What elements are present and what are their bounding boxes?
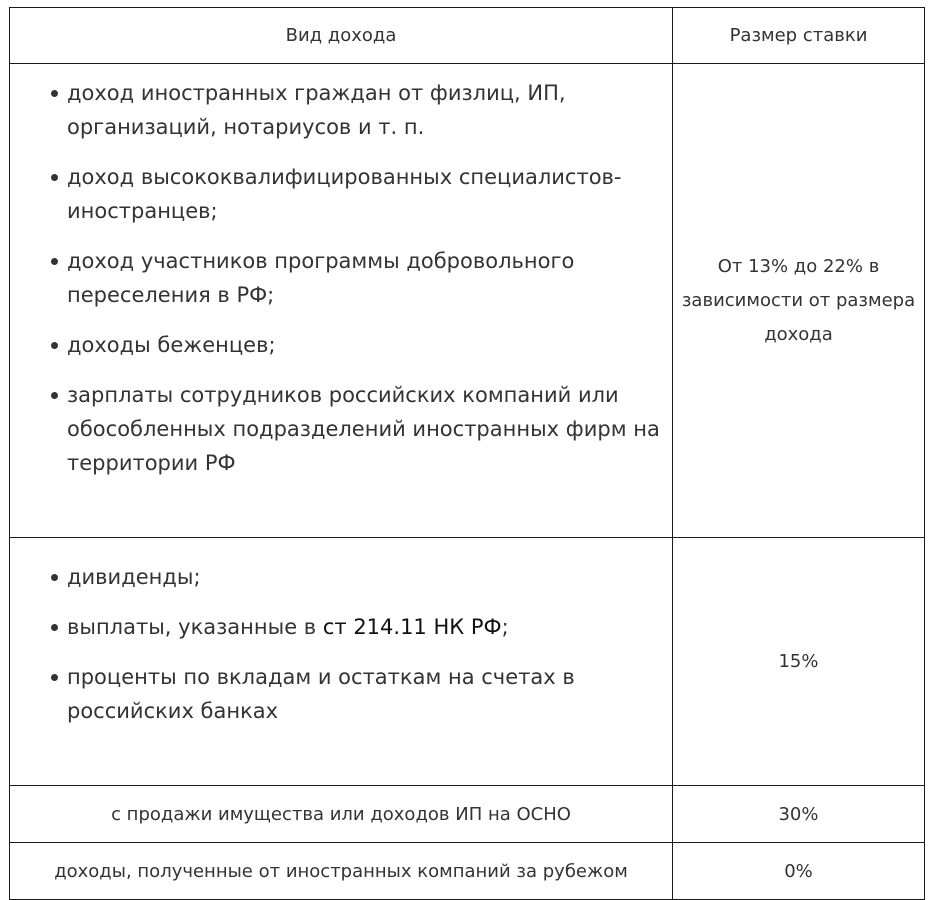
list-item <box>10 610 662 644</box>
list-item: проценты по вкладам и остаткам на счетах в российских банках <box>10 660 662 728</box>
rate-cell: От 13% до 22% в зависимости от размера дохода <box>673 64 925 538</box>
table-row <box>10 786 925 843</box>
list-item: зарплаты сотрудников российских компаний или обособленных подразделений иностранных фирм на территории РФ <box>10 378 662 480</box>
rate-cell: 15% <box>673 538 925 786</box>
list-item: доход иностранных граждан от физлиц, ИП, организаций, нотариусов и т. п. <box>10 76 662 144</box>
law-article-link[interactable]: ст 214.11 НК РФ <box>322 615 502 639</box>
header-income-type: Вид дохода <box>10 8 673 64</box>
table-row <box>10 64 925 538</box>
table-row <box>10 843 925 900</box>
tax-rate-table <box>9 7 925 900</box>
income-type-cell: с продажи имущества или доходов ИП на ОСНО <box>10 786 673 843</box>
table-row <box>10 538 925 786</box>
table-header-row <box>10 8 925 64</box>
list-item-text: ; <box>501 615 509 639</box>
list-item: доход высококвалифицированных специалистов-иностранцев; <box>10 160 662 228</box>
income-list <box>10 76 672 480</box>
rate-cell: 30% <box>673 786 925 843</box>
rate-cell: 0% <box>673 843 925 900</box>
income-list <box>10 560 672 728</box>
income-type-cell <box>10 64 673 538</box>
list-item: доходы беженцев; <box>10 328 662 362</box>
income-type-cell <box>10 538 673 786</box>
list-item: дивиденды; <box>10 560 662 594</box>
income-type-cell: доходы, полученные от иностранных компаний за рубежом <box>10 843 673 900</box>
header-rate: Размер ставки <box>673 8 925 64</box>
list-item: доход участников программы добровольного переселения в РФ; <box>10 244 662 312</box>
list-item-text: выплаты, указанные в <box>67 615 323 639</box>
